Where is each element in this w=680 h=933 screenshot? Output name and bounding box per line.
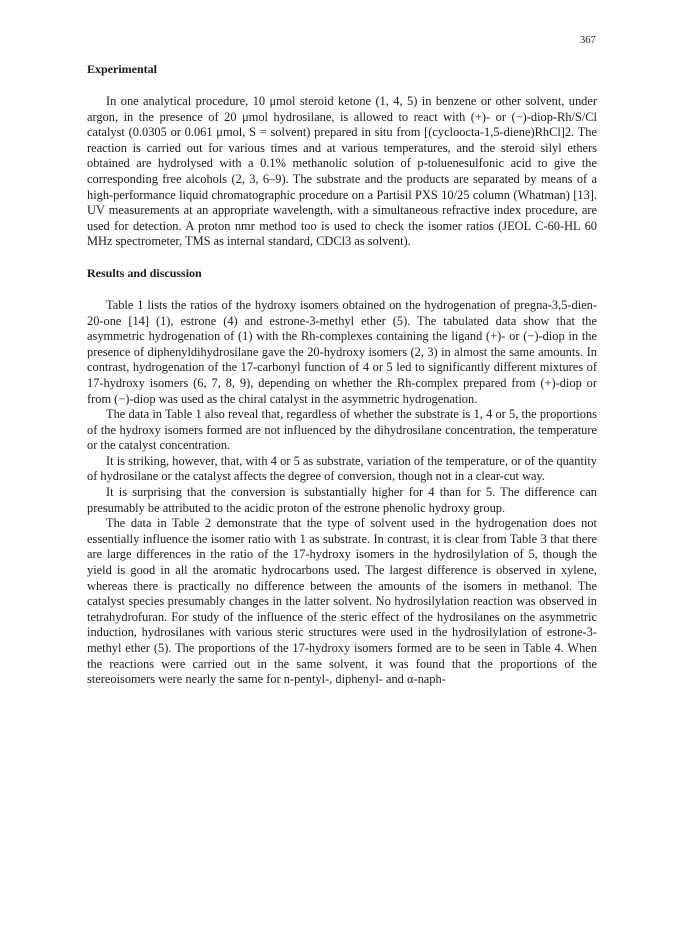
- paragraph: In one analytical procedure, 10 μmol steroid ketone (1, 4, 5) in benzene or other solvent, under argon, in the presence of 20 μmol hydrosilane, is allowed to react with (+)- or (−)-diop-Rh/S/Cl catalyst (0.0305 or 0.061 μmol, S = solvent) prepared in situ from [(cycloocta-1,5-diene)RhCl]2. The reaction is carried out for various times and at various temperatures, and the steroid silyl ethers obtained are hydrolysed with a 0.1% methanolic solution of p-toluenesulfonic acid to give the corresponding free alcohols (2, 3, 6–9). The substrate and the products are separated by means of a high-performance liquid chromatographic procedure on a Partisil PXS 10/25 column (Whatman) [13]. UV measurements at an appropriate wavelength, with a simultaneous refractive index procedure, are used for detection. A proton nmr method too is used to check the isomer ratios (JEOL C-60-HL 60 MHz spectrometer, TMS as internal standard, CDCl3 as solvent).: [87, 94, 597, 249]
- paragraph: It is striking, however, that, with 4 or 5 as substrate, variation of the temperature, or of the quantity of hydrosilane or the catalyst affects the degree of conversion, though not in a clear-cut way.: [87, 453, 597, 484]
- section-heading-results: Results and discussion: [87, 265, 202, 280]
- page-number: 367: [580, 35, 596, 46]
- section-heading-experimental: Experimental: [87, 62, 157, 76]
- paragraph: Table 1 lists the ratios of the hydroxy isomers obtained on the hydrogenation of pregna-3,5-dien-20-one [14] (1), estrone (4) and estrone-3-methyl ether (5). The tabulated data show that the asymmetric hydrogenation of (1) with the Rh-complexes containing the ligand (+)- or (−)-diop in the presence of diphenyldihydrosilane gave the 20-hydroxy isomers (2, 3) in almost the same amounts. In contrast, hydrogenation of the 17-carbonyl function of 4 or 5 led to significantly different mixtures of 17-hydroxy isomers (6, 7, 8, 9), depending on whether the Rh-complex prepared from (+)-diop or from (−)-diop was used as the chiral catalyst in the asymmetric hydrogenation.: [87, 297, 597, 406]
- paragraph: The data in Table 1 also reveal that, regardless of whether the substrate is 1, 4 or 5, the proportions of the hydroxy isomers formed are not influenced by the dihydrosilane concentration, the temperature or the catalyst concentration.: [87, 407, 597, 453]
- paragraph: The data in Table 2 demonstrate that the type of solvent used in the hydrogenation does not essentially influence the isomer ratio with 1 as substrate. In contrast, it is clear from Table 3 that there are large differences in the ratio of the 17-hydroxy isomers in the hydrosilylation of 5, though the yield is good in all the aromatic hydrocarbons used. The largest difference is observed in xylene, whereas there is practically no difference between the amounts of the isomers in methanol. The catalyst species presumably changes in the latter solvent. No hydrosilylation reaction was observed in tetrahydrofuran. For study of the influence of the steric effect of the hydrosilanes on the asymmetric induction, hydrosilanes with various steric structures were used in the hydrosilylation of estrone-3-methyl ether (5). The proportions of the 17-hydroxy isomers formed are to be seen in Table 4. When the reactions were carried out in the same solvent, it was found that the proportions of the stereoisomers were nearly the same for n-pentyl-, diphenyl- and α-naph-: [87, 516, 597, 687]
- article-body: [87, 62, 597, 688]
- paragraph: It is surprising that the conversion is substantially higher for 4 than for 5. The difference can presumably be attributed to the acidic proton of the estrone phenolic hydroxy group.: [87, 485, 597, 515]
